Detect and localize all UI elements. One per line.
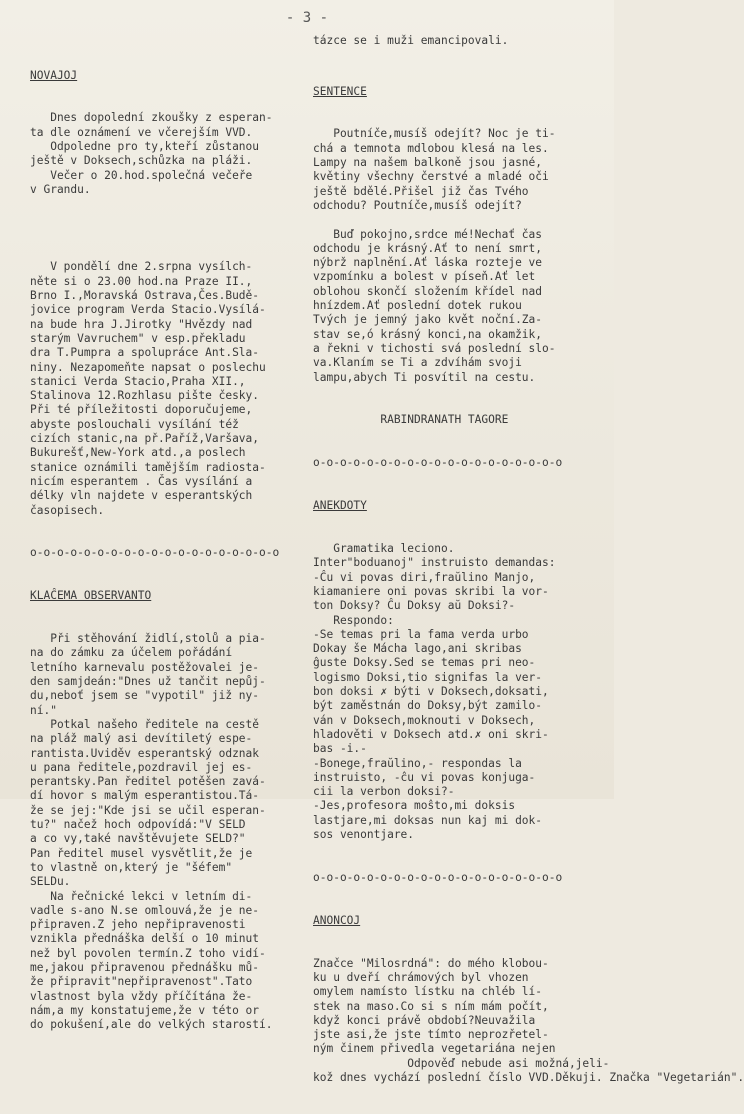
- text-line: Pan ředitel musel vysvětlit,že je: [30, 846, 253, 860]
- text-line: Tvých je jemný jako květ noční.Za-: [313, 313, 543, 327]
- text-line: instruisto, -ĉu vi povas konjuga-: [313, 770, 536, 784]
- text-line: ta dle oznámení ve včerejším VVD.: [30, 125, 253, 139]
- text-line: ku u dveří chrámových byl vhozen: [313, 971, 529, 984]
- text-line: oblohou skončí složením křídel nad: [313, 284, 543, 298]
- text-line: stanice oznámili tamějším radiosta-: [30, 460, 266, 474]
- text-line: ĝuste Doksy.Sed se temas pri neo-: [313, 656, 536, 670]
- text-line: Večer o 20.hod.společná večeře: [30, 168, 253, 182]
- text-line: odchodu? Poutníče,musíš odejít?: [313, 198, 522, 212]
- text-line: letního karnevalu postěžovalei je-: [30, 660, 260, 674]
- text-line: že připravit"nepřipravenost".Tato: [30, 975, 253, 989]
- left-column: [30, 40, 315, 1061]
- text-line: hnízdem.Ať poslední dotek rukou: [313, 299, 522, 313]
- heading-sentence: SENTENCE: [313, 84, 367, 98]
- sentence-text: [313, 127, 603, 384]
- text-line: stav se,ó krásný konci,na okamžik,: [313, 327, 543, 341]
- text-line: rantista.Uviděv esperantský odznak: [30, 746, 260, 760]
- novajoj-text: [30, 111, 315, 197]
- text-line: vzpomínku a bolest v píseň.Ať let: [313, 270, 536, 284]
- text-line: že se jej:"Kde jsi se učil esperan-: [30, 803, 266, 817]
- text-line: stek na maso.Co si s ním mám počít,: [313, 999, 549, 1013]
- text-line: Na řečnické lekci v letním di-: [30, 889, 253, 903]
- text-line: Buď pokojno,srdce mé!Nechať čas: [313, 227, 543, 241]
- separator: o-o-o-o-o-o-o-o-o-o-o-o-o-o-o-o-o-o-o: [313, 456, 563, 470]
- text-line: kiamaniere oni povas skribi la vor-: [313, 584, 549, 598]
- text-line: cii la verbon doksi?-: [313, 785, 455, 799]
- text-line: v Grandu.: [30, 182, 91, 196]
- text-line: Inter"boduanoj" instruisto demandas:: [313, 556, 556, 570]
- text-line: -Se temas pri la fama verda urbo: [313, 627, 529, 641]
- text-line: Odpoledne pro ty,kteří zůstanou: [30, 140, 260, 154]
- text-line: logismo Doksi,tio signifas la ver-: [313, 670, 543, 684]
- text-line: Potkal našeho ředitele na cestě: [30, 717, 260, 731]
- text-line: chá a temnota mdlobou klesá na les.: [313, 141, 549, 155]
- text-line: niny. Nezapomeňte napsat o poslechu: [30, 360, 266, 374]
- heading-anekdoty: ANEKDOTY: [313, 499, 367, 513]
- text-line: ještě bdělé.Přišel již čas Tvého: [313, 184, 529, 198]
- text-line: -Bonege,fraŭlino,- respondas la: [313, 756, 522, 770]
- anekdoty-text: [313, 542, 603, 842]
- text-line: lampu,abych Ti posvítil na cestu.: [313, 370, 536, 384]
- text-line: stanici Verda Stacio,Praha XII.,: [30, 374, 246, 388]
- text-line: připraven.Z jeho nepřipravenosti: [30, 918, 246, 932]
- text-line: vznikla přednáška delší o 10 minut: [30, 932, 260, 946]
- text-line: Bukurešť,New-York atd.,a poslech: [30, 446, 246, 460]
- text-line: být zaměstnán do Doksy,být zamilo-: [313, 699, 543, 713]
- klacema-text: [30, 632, 315, 1032]
- text-line: délky vln najdete v esperantských: [30, 489, 253, 503]
- text-line: a co vy,také navštěvujete SELD?": [30, 832, 246, 846]
- text-line: bon doksi ✗ býti v Doksech,doksati,: [313, 685, 549, 699]
- text-line: Lampy na našem balkoně jsou jasné,: [313, 156, 543, 170]
- top-right-line: tázce se i muži emancipovali.: [313, 34, 509, 47]
- text-line: starým Vavruchem" v esp.překladu: [30, 331, 246, 345]
- text-line: ným činem přivedla vegetariána nejen: [313, 1042, 556, 1056]
- separator: o-o-o-o-o-o-o-o-o-o-o-o-o-o-o-o-o-o-o: [30, 546, 280, 560]
- text-line: na bude hra J.Jirotky "Hvězdy nad: [30, 317, 253, 331]
- anoncoj-text: [313, 956, 744, 1086]
- text-line: -Jes,profesora moŝto,mi doksis: [313, 799, 516, 813]
- text-line: Stalinova 12.Rozhlasu pište česky.: [30, 389, 260, 403]
- text-line: lastjare,mi doksas nun kaj mi dok-: [313, 813, 543, 827]
- text-line: cizích stanic,na př.Paříž,Varšava,: [30, 432, 260, 446]
- text-line: den samjdeán:"Dnes už tančit nepůj-: [30, 675, 266, 689]
- text-line: na do zámku za účelem pořádání: [30, 646, 233, 660]
- text-line: u pana ředitele,pozdravil jej es-: [30, 760, 253, 774]
- text-line: nýbrž naplnění.Ať láska rozteje ve: [313, 256, 543, 270]
- text-line: dra T.Pumpra a spolupráce Ant.Sla-: [30, 346, 260, 360]
- text-line: nám,a my konstatujeme,že v této or: [30, 1003, 260, 1017]
- text-line: abyste poslouchali vysílání též: [30, 417, 239, 431]
- radio-text: [30, 260, 315, 517]
- text-line: vadle s-ano N.se omlouvá,že je ne-: [30, 903, 260, 917]
- text-line: tu?" načež hoch odpovídá:"V SELD: [30, 818, 246, 832]
- text-line: nicím esperantem . Čas vysílání a: [30, 474, 253, 488]
- heading-novajoj: NOVAJOJ: [30, 68, 78, 82]
- text-line: perantsky.Pan ředitel potěšen zavá-: [30, 775, 266, 789]
- text-line: Při stěhování židlí,stolů a pia-: [30, 632, 266, 646]
- text-line: -Ĉu vi povas diri,fraŭlino Manjo,: [313, 570, 536, 584]
- text-line: vlastnost byla vždy příčítána že-: [30, 989, 253, 1003]
- text-line: omylem namísto lístku na chléb lí-: [313, 985, 543, 999]
- text-line: Značce "Milosrdná": do mého klobou-: [313, 956, 549, 970]
- text-line: sos venontjare.: [313, 828, 415, 842]
- text-line: ván v Doksech,moknouti v Doksech,: [313, 713, 536, 727]
- text-line: kož dnes vychází poslední číslo VVD.Děkuji. Značka "Vegetarián".: [313, 1071, 744, 1085]
- text-line: ton Doksy? Ĉu Doksy aŭ Doksi?-: [313, 599, 516, 613]
- text-line: a řekni v tichosti svá poslední slo-: [313, 341, 556, 355]
- right-column: [313, 56, 744, 1114]
- text-line: ní.": [30, 703, 57, 717]
- text-line: dí hovor s malým esperantistou.Tá-: [30, 789, 260, 803]
- text-line: Poutníče,musíš odejít? Noc je ti-: [313, 127, 556, 141]
- text-line: to vlastně on,který je "šéfem": [30, 860, 233, 874]
- text-line: bas -i.-: [313, 742, 367, 756]
- text-line: do pokušení,ale do velkých starostí.: [30, 1018, 273, 1032]
- text-line: Dnes dopolední zkoušky z esperan-: [30, 111, 273, 125]
- text-line: SELDu.: [30, 875, 71, 889]
- separator: o-o-o-o-o-o-o-o-o-o-o-o-o-o-o-o-o-o-o: [313, 870, 563, 884]
- text-line: něte si o 23.00 hod.na Praze II.,: [30, 274, 253, 288]
- text-line: než byl povolen termín.Z toho vidí-: [30, 946, 266, 960]
- text-line: na pláž malý asi devítiletý espe-: [30, 732, 253, 746]
- text-line: odchodu je krásný.Ať to není smrt,: [313, 241, 543, 255]
- text-line: Respondo:: [313, 613, 394, 627]
- text-line: jovice program Verda Stacio.Vysílá-: [30, 303, 266, 317]
- text-line: časopisech.: [30, 503, 105, 517]
- text-line: Brno I.,Moravská Ostrava,Čes.Budě-: [30, 289, 260, 303]
- text-line: Odpověď nebude asi možná,jeli-: [313, 1056, 610, 1070]
- page-number: - 3 -: [285, 10, 329, 26]
- sentence-author: RABINDRANATH TAGORE: [313, 413, 509, 427]
- text-line: V pondělí dne 2.srpna vysílch-: [30, 260, 253, 274]
- text-line: du,neboť jsem se "vypotil" již ny-: [30, 689, 260, 703]
- text-line: [313, 213, 603, 227]
- heading-anoncoj: ANONCOJ: [313, 913, 361, 927]
- text-line: Gramatika leciono.: [313, 542, 455, 556]
- text-line: Dokay še Mácha lago,ani skribas: [313, 642, 522, 656]
- text-line: Při té příležitosti doporučujeme,: [30, 403, 253, 417]
- text-line: když konci právě období?Neuvažila: [313, 1013, 536, 1027]
- text-line: va.Klaním se Ti a zdvíhám svoji: [313, 356, 522, 370]
- heading-klacema-observanto: KLAĈEMA OBSERVANTO: [30, 589, 152, 603]
- text-line: hladověti v Doksech atd.✗ oni skri-: [313, 727, 549, 741]
- text-line: květiny všechny čerstvé a mladé oči: [313, 170, 549, 184]
- text-line: jste asi,že jste tímto neprozřetel-: [313, 1028, 549, 1042]
- text-line: ještě v Doksech,schůzka na pláži.: [30, 154, 253, 168]
- text-line: me,jakou připravenou přednášku mů-: [30, 961, 260, 974]
